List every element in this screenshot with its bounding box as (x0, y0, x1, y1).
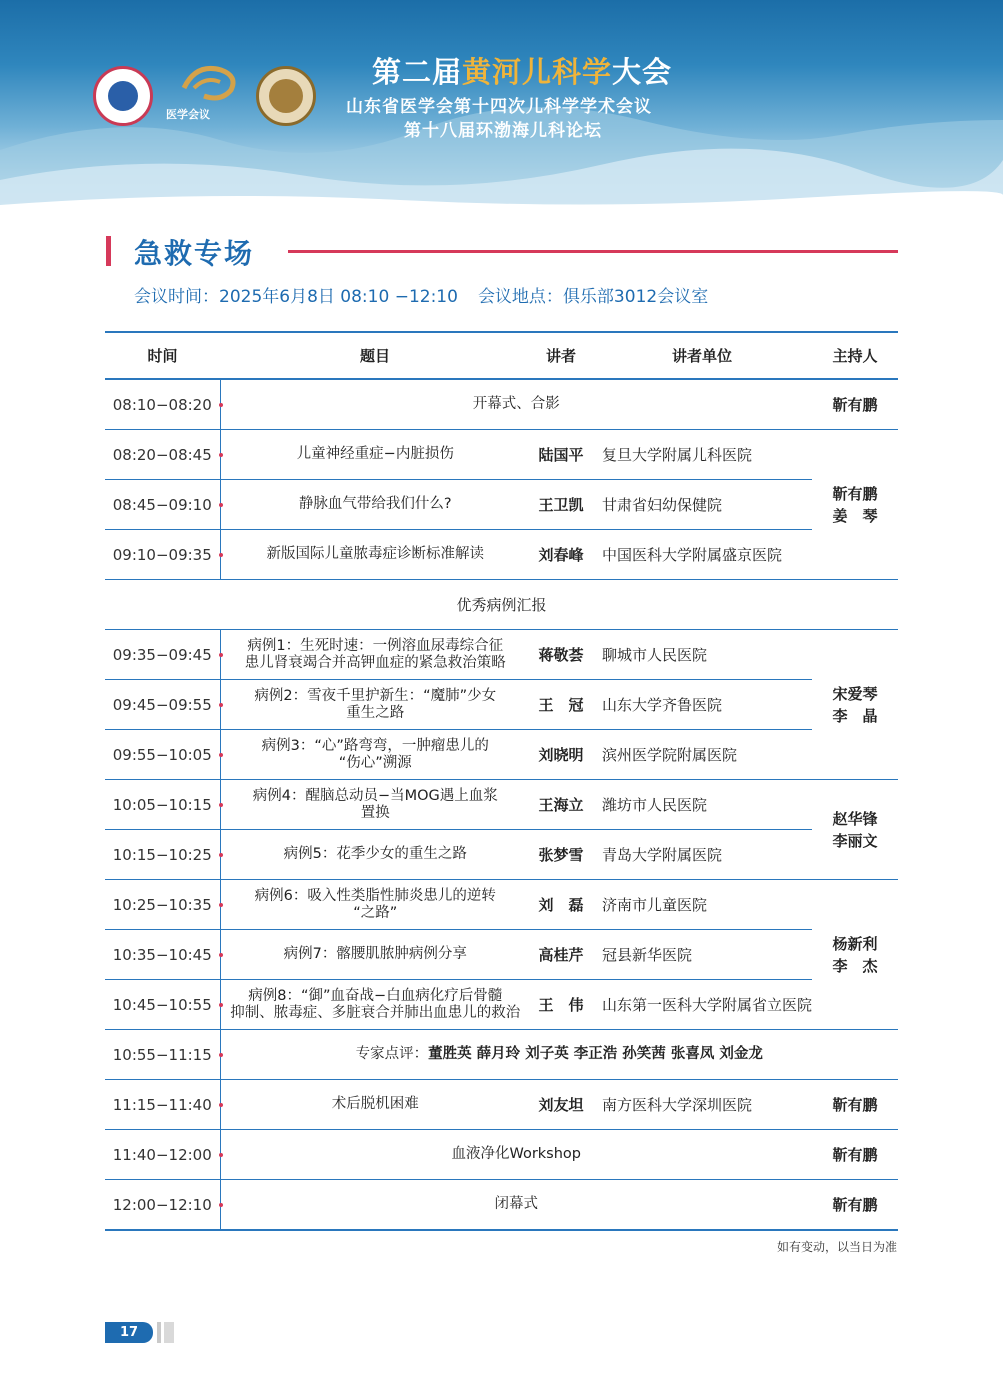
row-unit: 甘肃省妇幼保健院 (592, 480, 812, 530)
table-row (105, 480, 898, 530)
row-unit: 济南市儿童医院 (592, 880, 812, 930)
header-banner (0, 0, 1003, 230)
table-row (105, 880, 898, 930)
row-topic: 病例1：生死时速：一例溶血尿毒综合征 患儿肾衰竭合并高钾血症的紧急救治策略 (220, 630, 530, 680)
table-row (105, 530, 898, 580)
meeting-time: 会议时间：2025年6月8日 08:10 −12:10 (134, 287, 458, 307)
row-topic: 静脉血气带给我们什么? (220, 480, 530, 530)
subtitle-2: 第十八届环渤海儿科论坛 (404, 121, 602, 141)
row-unit: 冠县新华医院 (592, 930, 812, 980)
meeting-location: 会议地点：俱乐部3012会议室 (477, 287, 709, 307)
row-unit: 山东大学齐鲁医院 (592, 680, 812, 730)
row-unit: 聊城市人民医院 (592, 630, 812, 680)
section-accent-bar (106, 236, 111, 266)
table-row (105, 1180, 898, 1231)
row-host: 靳有鹏 (812, 1080, 898, 1130)
expert-review: 专家点评：董胜英 薛月玲 刘子英 李正浩 孙笑茜 张喜凤 刘金龙 (220, 1030, 898, 1080)
row-topic: 病例4：醒脑总动员−当MOG遇上血浆 置换 (220, 780, 530, 830)
row-speaker: 王 伟 (530, 980, 592, 1030)
row-topic: 病例5：花季少女的重生之路 (220, 830, 530, 880)
page-stripe (164, 1322, 174, 1343)
row-time: 09:35−09:45 (105, 630, 220, 680)
table-header-row (105, 332, 898, 379)
change-notice: 如有变动，以当日为准 (776, 1240, 897, 1254)
row-time: 11:15−11:40 (105, 1080, 220, 1130)
row-time: 09:55−10:05 (105, 730, 220, 780)
logo2-caption: 医学会议 (166, 108, 210, 121)
row-time: 08:45−09:10 (105, 480, 220, 530)
row-speaker: 蒋敬荟 (530, 630, 592, 680)
row-time: 08:10−08:20 (105, 379, 220, 430)
row-speaker: 王海立 (530, 780, 592, 830)
page-stripe (157, 1322, 161, 1343)
row-host: 宋爱琴 李 晶 (812, 630, 898, 780)
row-host: 靳有鹏 (812, 1130, 898, 1180)
section-title: 急救专场 (134, 237, 255, 270)
header-unit: 讲者单位 (592, 332, 812, 379)
row-speaker: 王卫凯 (530, 480, 592, 530)
table-row (105, 730, 898, 780)
header-time: 时间 (105, 332, 220, 379)
row-topic: 血液净化Workshop (220, 1130, 812, 1180)
row-speaker: 刘 磊 (530, 880, 592, 930)
section-divider (288, 250, 898, 253)
table-row (105, 830, 898, 880)
row-topic: 开幕式、合影 (220, 379, 812, 430)
row-time: 10:15−10:25 (105, 830, 220, 880)
row-topic: 病例8：“御”血奋战−白血病化疗后骨髓 抑制、脓毒症、多脏衰合并肺出血患儿的救治 (220, 980, 530, 1030)
row-host: 杨新利 李 杰 (812, 880, 898, 1030)
row-topic: 术后脱机困难 (220, 1080, 530, 1130)
row-speaker: 王 冠 (530, 680, 592, 730)
row-time: 10:35−10:45 (105, 930, 220, 980)
table-row (105, 1030, 898, 1080)
schedule-table (105, 331, 898, 1231)
table-row (105, 379, 898, 430)
row-time: 12:00−12:10 (105, 1180, 220, 1231)
row-speaker: 刘晓明 (530, 730, 592, 780)
subtitle-1: 山东省医学会第十四次儿科学学术会议 (346, 97, 652, 117)
header-speaker: 讲者 (530, 332, 592, 379)
row-time: 10:45−10:55 (105, 980, 220, 1030)
case-section-title: 优秀病例汇报 (105, 580, 898, 630)
row-speaker: 高桂芹 (530, 930, 592, 980)
row-unit: 滨州医学院附属医院 (592, 730, 812, 780)
table-row (105, 430, 898, 480)
row-topic: 儿童神经重症−内脏损伤 (220, 430, 530, 480)
row-time: 08:20−08:45 (105, 430, 220, 480)
row-topic: 病例6：吸入性类脂性肺炎患儿的逆转 “之路” (220, 880, 530, 930)
row-time: 10:05−10:15 (105, 780, 220, 830)
meeting-info (134, 282, 728, 307)
row-host: 靳有鹏 姜 琴 (812, 430, 898, 580)
row-unit: 青岛大学附属医院 (592, 830, 812, 880)
row-topic: 病例3：“心”路弯弯，一肿瘤患儿的 “伤心”溯源 (220, 730, 530, 780)
row-unit: 南方医科大学深圳医院 (592, 1080, 812, 1130)
table-row (105, 780, 898, 830)
header-topic: 题目 (220, 332, 530, 379)
row-time: 10:25−10:35 (105, 880, 220, 930)
row-speaker: 刘友坦 (530, 1080, 592, 1130)
table-row (105, 980, 898, 1030)
row-topic: 新版国际儿童脓毒症诊断标准解读 (220, 530, 530, 580)
provincial-hospital-seal (256, 66, 316, 126)
row-time: 09:45−09:55 (105, 680, 220, 730)
row-topic: 病例7：髂腰肌脓肿病例分享 (220, 930, 530, 980)
table-row (105, 1080, 898, 1130)
row-topic: 病例2：雪夜千里护新生：“魔肺”少女 重生之路 (220, 680, 530, 730)
table-row (105, 630, 898, 680)
header-host: 主持人 (812, 332, 898, 379)
table-row (105, 680, 898, 730)
row-topic: 闭幕式 (220, 1180, 812, 1231)
row-time: 11:40−12:00 (105, 1130, 220, 1180)
page-title: 第二届黄河儿科学大会 (372, 55, 673, 89)
medical-association-logo (93, 66, 153, 126)
table-row (105, 930, 898, 980)
row-time: 10:55−11:15 (105, 1030, 220, 1080)
row-host: 赵华锋 李丽文 (812, 780, 898, 880)
row-unit: 山东第一医科大学附属省立医院 (592, 980, 812, 1030)
row-unit: 潍坊市人民医院 (592, 780, 812, 830)
row-time: 09:10−09:35 (105, 530, 220, 580)
table-row (105, 1130, 898, 1180)
row-host: 靳有鹏 (812, 379, 898, 430)
row-host: 靳有鹏 (812, 1180, 898, 1231)
row-unit: 中国医科大学附属盛京医院 (592, 530, 812, 580)
page-number: 17 (105, 1322, 153, 1343)
row-speaker: 刘春峰 (530, 530, 592, 580)
case-section-row (105, 580, 898, 630)
row-unit: 复旦大学附属儿科医院 (592, 430, 812, 480)
row-speaker: 陆国平 (530, 430, 592, 480)
row-speaker: 张梦雪 (530, 830, 592, 880)
